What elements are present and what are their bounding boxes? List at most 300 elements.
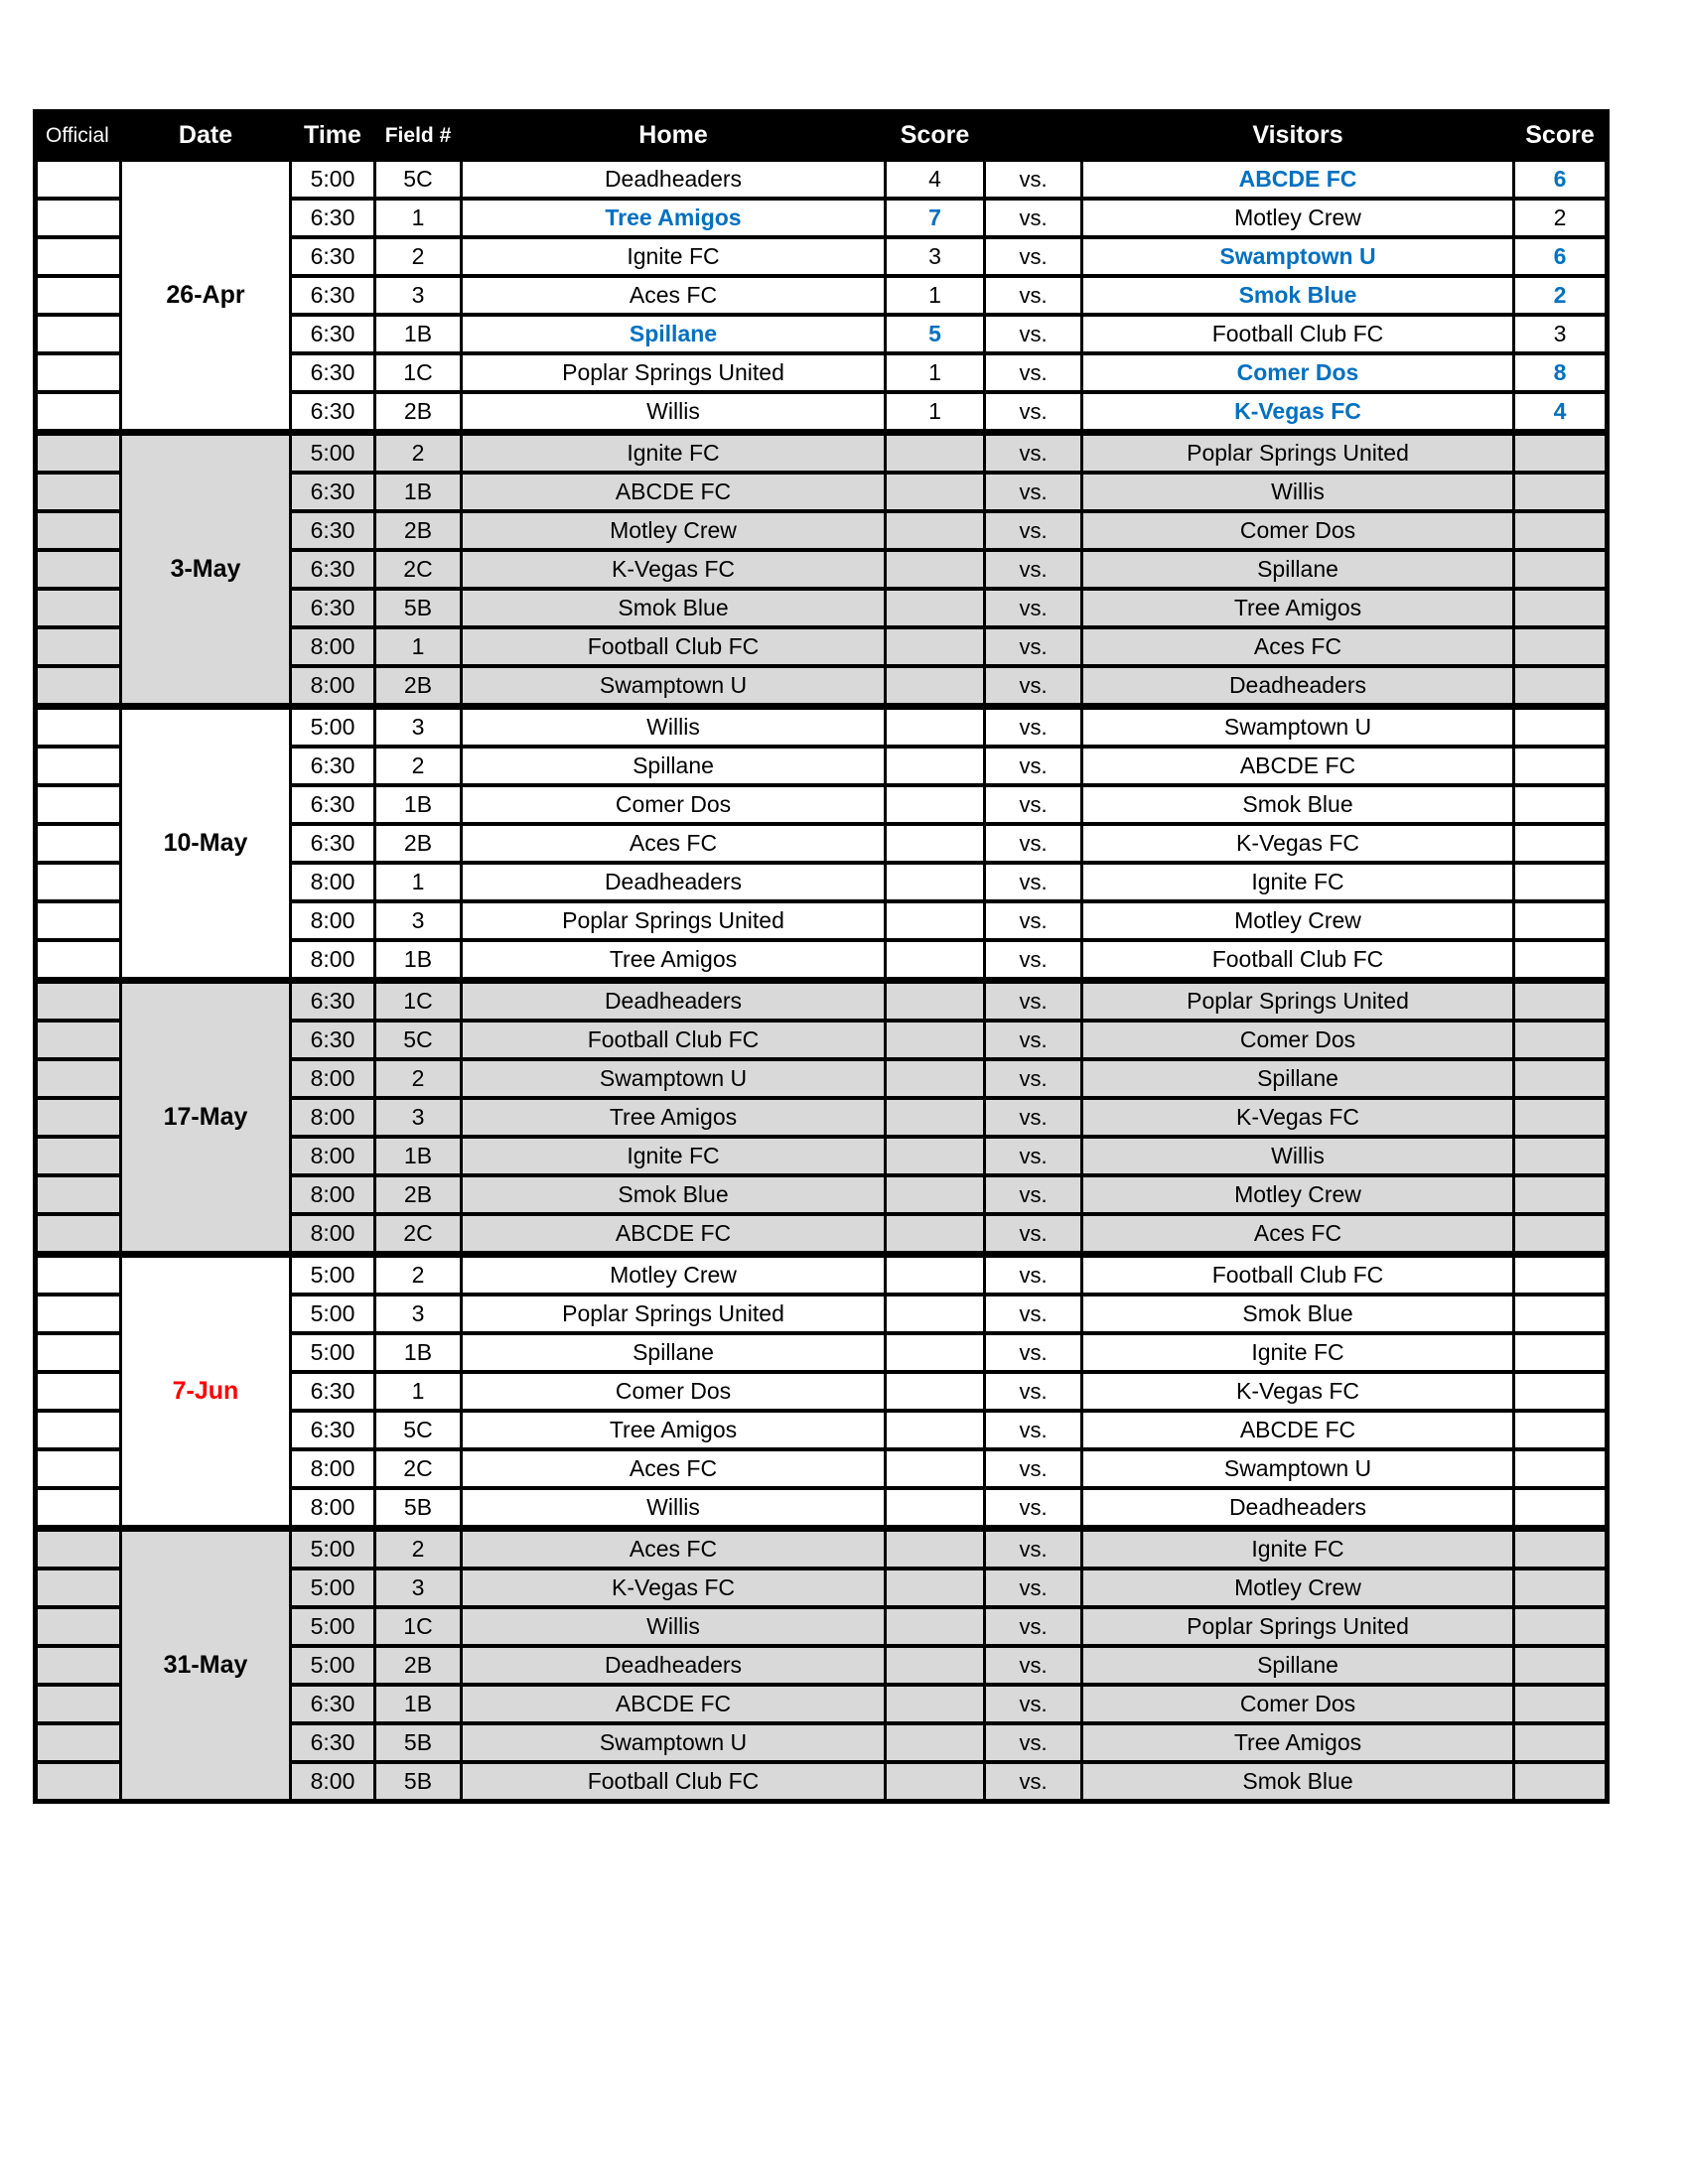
home-team-cell: Tree Amigos [463, 1413, 884, 1447]
official-cell [38, 1177, 119, 1212]
vs-label: vs. [986, 1648, 1080, 1683]
home-team-cell: Ignite FC [463, 239, 884, 274]
official-cell [38, 710, 119, 745]
official-cell [38, 162, 119, 197]
vs-label: vs. [986, 317, 1080, 351]
home-score-cell: 7 [887, 201, 983, 235]
visitors-team-cell: Swamptown U [1083, 1451, 1512, 1486]
vs-label: vs. [986, 355, 1080, 390]
vs-label: vs. [986, 710, 1080, 745]
header-home: Home [463, 114, 884, 157]
visitors-score-cell [1515, 1490, 1605, 1525]
official-cell [38, 1490, 119, 1525]
visitors-team-cell: Motley Crew [1083, 1177, 1512, 1212]
time-cell: 5:00 [292, 436, 373, 471]
vs-label: vs. [986, 1532, 1080, 1567]
date-cell: 7-Jun [122, 1258, 289, 1525]
vs-label: vs. [986, 1451, 1080, 1486]
field-cell: 1 [376, 865, 460, 899]
time-cell: 8:00 [292, 1100, 373, 1135]
visitors-score-cell: 2 [1515, 201, 1605, 235]
visitors-score-cell [1515, 787, 1605, 822]
official-cell [38, 239, 119, 274]
home-score-cell [887, 591, 983, 625]
home-team-cell: Aces FC [463, 1451, 884, 1486]
field-cell: 3 [376, 903, 460, 938]
home-score-cell [887, 1297, 983, 1331]
vs-label: vs. [986, 1490, 1080, 1525]
official-cell [38, 436, 119, 471]
field-cell: 3 [376, 1297, 460, 1331]
field-cell: 1B [376, 942, 460, 977]
field-cell: 2B [376, 394, 460, 429]
visitors-score-cell [1515, 668, 1605, 703]
official-cell [38, 1687, 119, 1721]
visitors-score-cell: 6 [1515, 239, 1605, 274]
home-team-cell: Willis [463, 394, 884, 429]
home-team-cell: K-Vegas FC [463, 552, 884, 587]
home-team-cell: Comer Dos [463, 787, 884, 822]
date-block-26-apr [38, 162, 1605, 429]
time-cell: 5:00 [292, 1609, 373, 1644]
vs-label: vs. [986, 1139, 1080, 1173]
vs-label: vs. [986, 749, 1080, 783]
home-score-cell [887, 1725, 983, 1760]
header-date: Date [122, 114, 289, 157]
time-cell: 6:30 [292, 787, 373, 822]
time-cell: 6:30 [292, 826, 373, 861]
visitors-score-cell [1515, 1413, 1605, 1447]
time-cell: 8:00 [292, 629, 373, 664]
vs-label: vs. [986, 239, 1080, 274]
home-team-cell: Poplar Springs United [463, 1297, 884, 1331]
visitors-team-cell: Smok Blue [1083, 1764, 1512, 1799]
field-cell: 1 [376, 629, 460, 664]
time-cell: 5:00 [292, 1570, 373, 1605]
home-score-cell [887, 1570, 983, 1605]
home-team-cell: Swamptown U [463, 1061, 884, 1096]
home-team-cell: Tree Amigos [463, 1100, 884, 1135]
home-team-cell: Deadheaders [463, 865, 884, 899]
visitors-team-cell: Ignite FC [1083, 1532, 1512, 1567]
visitors-team-cell: Comer Dos [1083, 1687, 1512, 1721]
visitors-team-cell: Poplar Springs United [1083, 1609, 1512, 1644]
official-cell [38, 1061, 119, 1096]
visitors-score-cell [1515, 629, 1605, 664]
visitors-team-cell: ABCDE FC [1083, 749, 1512, 783]
visitors-team-cell: Aces FC [1083, 1216, 1512, 1251]
home-team-cell: Deadheaders [463, 162, 884, 197]
field-cell: 1C [376, 355, 460, 390]
home-score-cell [887, 1532, 983, 1567]
visitors-score-cell: 3 [1515, 317, 1605, 351]
header-time: Time [292, 114, 373, 157]
time-cell: 6:30 [292, 1374, 373, 1409]
visitors-score-cell [1515, 1570, 1605, 1605]
home-score-cell [887, 1335, 983, 1370]
visitors-score-cell [1515, 903, 1605, 938]
visitors-score-cell [1515, 1139, 1605, 1173]
vs-label: vs. [986, 1413, 1080, 1447]
field-cell: 5B [376, 1490, 460, 1525]
home-score-cell [887, 1023, 983, 1057]
official-cell [38, 513, 119, 548]
time-cell: 6:30 [292, 278, 373, 313]
vs-label: vs. [986, 278, 1080, 313]
home-score-cell [887, 629, 983, 664]
visitors-team-cell: Spillane [1083, 1648, 1512, 1683]
field-cell: 1B [376, 1687, 460, 1721]
field-cell: 5B [376, 1725, 460, 1760]
field-cell: 1B [376, 317, 460, 351]
visitors-team-cell: Deadheaders [1083, 1490, 1512, 1525]
home-team-cell: ABCDE FC [463, 1216, 884, 1251]
official-cell [38, 1413, 119, 1447]
home-team-cell: Tree Amigos [463, 201, 884, 235]
field-cell: 2B [376, 826, 460, 861]
visitors-team-cell: Tree Amigos [1083, 591, 1512, 625]
home-team-cell: Smok Blue [463, 591, 884, 625]
visitors-team-cell: Motley Crew [1083, 903, 1512, 938]
home-score-cell [887, 1648, 983, 1683]
home-score-cell [887, 710, 983, 745]
official-cell [38, 1139, 119, 1173]
home-score-cell [887, 1139, 983, 1173]
home-score-cell: 5 [887, 317, 983, 351]
home-score-cell [887, 1061, 983, 1096]
home-team-cell: Poplar Springs United [463, 903, 884, 938]
field-cell: 1C [376, 1609, 460, 1644]
time-cell: 5:00 [292, 1297, 373, 1331]
visitors-score-cell [1515, 1216, 1605, 1251]
home-team-cell: Swamptown U [463, 1725, 884, 1760]
time-cell: 8:00 [292, 1451, 373, 1486]
time-cell: 6:30 [292, 513, 373, 548]
visitors-score-cell [1515, 1177, 1605, 1212]
official-cell [38, 201, 119, 235]
visitors-team-cell: Poplar Springs United [1083, 984, 1512, 1019]
time-cell: 6:30 [292, 1023, 373, 1057]
visitors-team-cell: Swamptown U [1083, 710, 1512, 745]
official-cell [38, 475, 119, 509]
home-score-cell: 4 [887, 162, 983, 197]
vs-label: vs. [986, 1609, 1080, 1644]
time-cell: 5:00 [292, 162, 373, 197]
vs-label: vs. [986, 1725, 1080, 1760]
home-team-cell: K-Vegas FC [463, 1570, 884, 1605]
field-cell: 2B [376, 513, 460, 548]
vs-label: vs. [986, 1297, 1080, 1331]
visitors-score-cell [1515, 710, 1605, 745]
visitors-team-cell: Willis [1083, 475, 1512, 509]
vs-label: vs. [986, 394, 1080, 429]
time-cell: 8:00 [292, 942, 373, 977]
home-score-cell [887, 552, 983, 587]
home-team-cell: ABCDE FC [463, 1687, 884, 1721]
time-cell: 5:00 [292, 710, 373, 745]
visitors-team-cell: Willis [1083, 1139, 1512, 1173]
home-team-cell: Football Club FC [463, 1764, 884, 1799]
field-cell: 1B [376, 1139, 460, 1173]
vs-label: vs. [986, 1023, 1080, 1057]
header-visitors: Visitors [1083, 114, 1512, 157]
official-cell [38, 826, 119, 861]
official-cell [38, 1258, 119, 1293]
visitors-score-cell [1515, 984, 1605, 1019]
vs-label: vs. [986, 201, 1080, 235]
visitors-score-cell [1515, 552, 1605, 587]
home-team-cell: Football Club FC [463, 629, 884, 664]
visitors-score-cell [1515, 1725, 1605, 1760]
time-cell: 8:00 [292, 1490, 373, 1525]
home-team-cell: Ignite FC [463, 1139, 884, 1173]
vs-label: vs. [986, 513, 1080, 548]
official-cell [38, 1648, 119, 1683]
official-cell [38, 668, 119, 703]
visitors-team-cell: Swamptown U [1083, 239, 1512, 274]
visitors-team-cell: Smok Blue [1083, 1297, 1512, 1331]
visitors-score-cell [1515, 1451, 1605, 1486]
home-score-cell [887, 1216, 983, 1251]
date-block-10-may [38, 710, 1605, 977]
field-cell: 1 [376, 1374, 460, 1409]
visitors-score-cell [1515, 1648, 1605, 1683]
field-cell: 1B [376, 1335, 460, 1370]
home-team-cell: Tree Amigos [463, 942, 884, 977]
vs-label: vs. [986, 1570, 1080, 1605]
time-cell: 5:00 [292, 1258, 373, 1293]
time-cell: 6:30 [292, 749, 373, 783]
visitors-team-cell: Motley Crew [1083, 1570, 1512, 1605]
vs-label: vs. [986, 1061, 1080, 1096]
vs-label: vs. [986, 1335, 1080, 1370]
field-cell: 2 [376, 239, 460, 274]
field-cell: 2C [376, 552, 460, 587]
table-header [38, 114, 1605, 157]
vs-label: vs. [986, 552, 1080, 587]
field-cell: 1C [376, 984, 460, 1019]
home-score-cell: 3 [887, 239, 983, 274]
field-cell: 2 [376, 1258, 460, 1293]
official-cell [38, 278, 119, 313]
official-cell [38, 984, 119, 1019]
time-cell: 6:30 [292, 201, 373, 235]
home-team-cell: Aces FC [463, 826, 884, 861]
home-team-cell: Poplar Springs United [463, 355, 884, 390]
header-official: Official [38, 114, 119, 157]
vs-label: vs. [986, 787, 1080, 822]
vs-label: vs. [986, 984, 1080, 1019]
visitors-score-cell [1515, 1335, 1605, 1370]
time-cell: 6:30 [292, 475, 373, 509]
home-team-cell: Willis [463, 710, 884, 745]
visitors-score-cell: 6 [1515, 162, 1605, 197]
official-cell [38, 1764, 119, 1799]
visitors-team-cell: Poplar Springs United [1083, 436, 1512, 471]
header-home-score: Score [887, 114, 983, 157]
official-cell [38, 355, 119, 390]
home-team-cell: Spillane [463, 317, 884, 351]
visitors-score-cell: 2 [1515, 278, 1605, 313]
time-cell: 6:30 [292, 1413, 373, 1447]
time-cell: 8:00 [292, 668, 373, 703]
time-cell: 6:30 [292, 1725, 373, 1760]
schedule-body [38, 162, 1605, 1799]
visitors-score-cell [1515, 942, 1605, 977]
visitors-team-cell: Comer Dos [1083, 513, 1512, 548]
time-cell: 6:30 [292, 239, 373, 274]
visitors-score-cell [1515, 1374, 1605, 1409]
home-team-cell: Willis [463, 1490, 884, 1525]
home-score-cell [887, 475, 983, 509]
home-score-cell [887, 1177, 983, 1212]
field-cell: 2 [376, 1061, 460, 1096]
field-cell: 2B [376, 1177, 460, 1212]
home-score-cell [887, 826, 983, 861]
date-block-3-may [38, 436, 1605, 703]
date-cell: 17-May [122, 984, 289, 1251]
home-team-cell: Spillane [463, 1335, 884, 1370]
visitors-score-cell [1515, 749, 1605, 783]
home-score-cell [887, 436, 983, 471]
official-cell [38, 394, 119, 429]
field-cell: 2 [376, 436, 460, 471]
visitors-team-cell: ABCDE FC [1083, 1413, 1512, 1447]
time-cell: 8:00 [292, 903, 373, 938]
official-cell [38, 865, 119, 899]
vs-label: vs. [986, 865, 1080, 899]
vs-label: vs. [986, 903, 1080, 938]
visitors-score-cell [1515, 1609, 1605, 1644]
field-cell: 5B [376, 1764, 460, 1799]
home-team-cell: Deadheaders [463, 984, 884, 1019]
visitors-score-cell: 4 [1515, 394, 1605, 429]
visitors-team-cell: Ignite FC [1083, 865, 1512, 899]
visitors-score-cell [1515, 1100, 1605, 1135]
visitors-team-cell: Motley Crew [1083, 201, 1512, 235]
home-score-cell [887, 984, 983, 1019]
visitors-score-cell [1515, 436, 1605, 471]
visitors-score-cell [1515, 1258, 1605, 1293]
field-cell: 5C [376, 1413, 460, 1447]
visitors-score-cell [1515, 475, 1605, 509]
vs-label: vs. [986, 1177, 1080, 1212]
vs-label: vs. [986, 1258, 1080, 1293]
home-team-cell: Ignite FC [463, 436, 884, 471]
time-cell: 6:30 [292, 1687, 373, 1721]
vs-label: vs. [986, 1687, 1080, 1721]
date-cell: 26-Apr [122, 162, 289, 429]
home-score-cell [887, 1764, 983, 1799]
time-cell: 6:30 [292, 355, 373, 390]
official-cell [38, 903, 119, 938]
official-cell [38, 1451, 119, 1486]
time-cell: 8:00 [292, 1139, 373, 1173]
field-cell: 1B [376, 475, 460, 509]
time-cell: 8:00 [292, 1764, 373, 1799]
date-block-7-jun [38, 1258, 1605, 1525]
field-cell: 2 [376, 749, 460, 783]
time-cell: 6:30 [292, 394, 373, 429]
field-cell: 2B [376, 1648, 460, 1683]
home-score-cell [887, 513, 983, 548]
date-block-31-may [38, 1532, 1605, 1799]
official-cell [38, 1297, 119, 1331]
home-score-cell [887, 1100, 983, 1135]
visitors-score-cell: 8 [1515, 355, 1605, 390]
visitors-score-cell [1515, 1023, 1605, 1057]
visitors-team-cell: Smok Blue [1083, 278, 1512, 313]
home-score-cell: 1 [887, 355, 983, 390]
field-cell: 1 [376, 201, 460, 235]
official-cell [38, 1725, 119, 1760]
time-cell: 6:30 [292, 984, 373, 1019]
date-cell: 3-May [122, 436, 289, 703]
header-visitors-score: Score [1515, 114, 1605, 157]
date-cell: 10-May [122, 710, 289, 977]
time-cell: 6:30 [292, 552, 373, 587]
visitors-score-cell [1515, 1297, 1605, 1331]
field-cell: 3 [376, 278, 460, 313]
visitors-team-cell: Tree Amigos [1083, 1725, 1512, 1760]
field-cell: 5C [376, 1023, 460, 1057]
official-cell [38, 1216, 119, 1251]
time-cell: 5:00 [292, 1648, 373, 1683]
home-team-cell: Football Club FC [463, 1023, 884, 1057]
vs-label: vs. [986, 1764, 1080, 1799]
visitors-team-cell: Comer Dos [1083, 1023, 1512, 1057]
official-cell [38, 552, 119, 587]
home-team-cell: Aces FC [463, 278, 884, 313]
visitors-team-cell: Football Club FC [1083, 942, 1512, 977]
visitors-score-cell [1515, 513, 1605, 548]
home-team-cell: Smok Blue [463, 1177, 884, 1212]
header-vs-spacer [986, 114, 1080, 157]
visitors-team-cell: K-Vegas FC [1083, 394, 1512, 429]
official-cell [38, 942, 119, 977]
visitors-team-cell: Smok Blue [1083, 787, 1512, 822]
home-team-cell: Motley Crew [463, 1258, 884, 1293]
home-score-cell [887, 1413, 983, 1447]
vs-label: vs. [986, 475, 1080, 509]
home-score-cell [887, 1490, 983, 1525]
vs-label: vs. [986, 942, 1080, 977]
home-team-cell: Deadheaders [463, 1648, 884, 1683]
visitors-team-cell: Spillane [1083, 1061, 1512, 1096]
home-team-cell: ABCDE FC [463, 475, 884, 509]
vs-label: vs. [986, 1100, 1080, 1135]
official-cell [38, 1023, 119, 1057]
field-cell: 5B [376, 591, 460, 625]
home-score-cell [887, 903, 983, 938]
vs-label: vs. [986, 629, 1080, 664]
time-cell: 8:00 [292, 1177, 373, 1212]
visitors-team-cell: Deadheaders [1083, 668, 1512, 703]
home-score-cell [887, 749, 983, 783]
vs-label: vs. [986, 436, 1080, 471]
visitors-team-cell: K-Vegas FC [1083, 1100, 1512, 1135]
visitors-score-cell [1515, 1687, 1605, 1721]
official-cell [38, 1335, 119, 1370]
field-cell: 2 [376, 1532, 460, 1567]
official-cell [38, 787, 119, 822]
vs-label: vs. [986, 162, 1080, 197]
vs-label: vs. [986, 826, 1080, 861]
field-cell: 5C [376, 162, 460, 197]
time-cell: 6:30 [292, 591, 373, 625]
visitors-team-cell: Spillane [1083, 552, 1512, 587]
home-score-cell [887, 1451, 983, 1486]
